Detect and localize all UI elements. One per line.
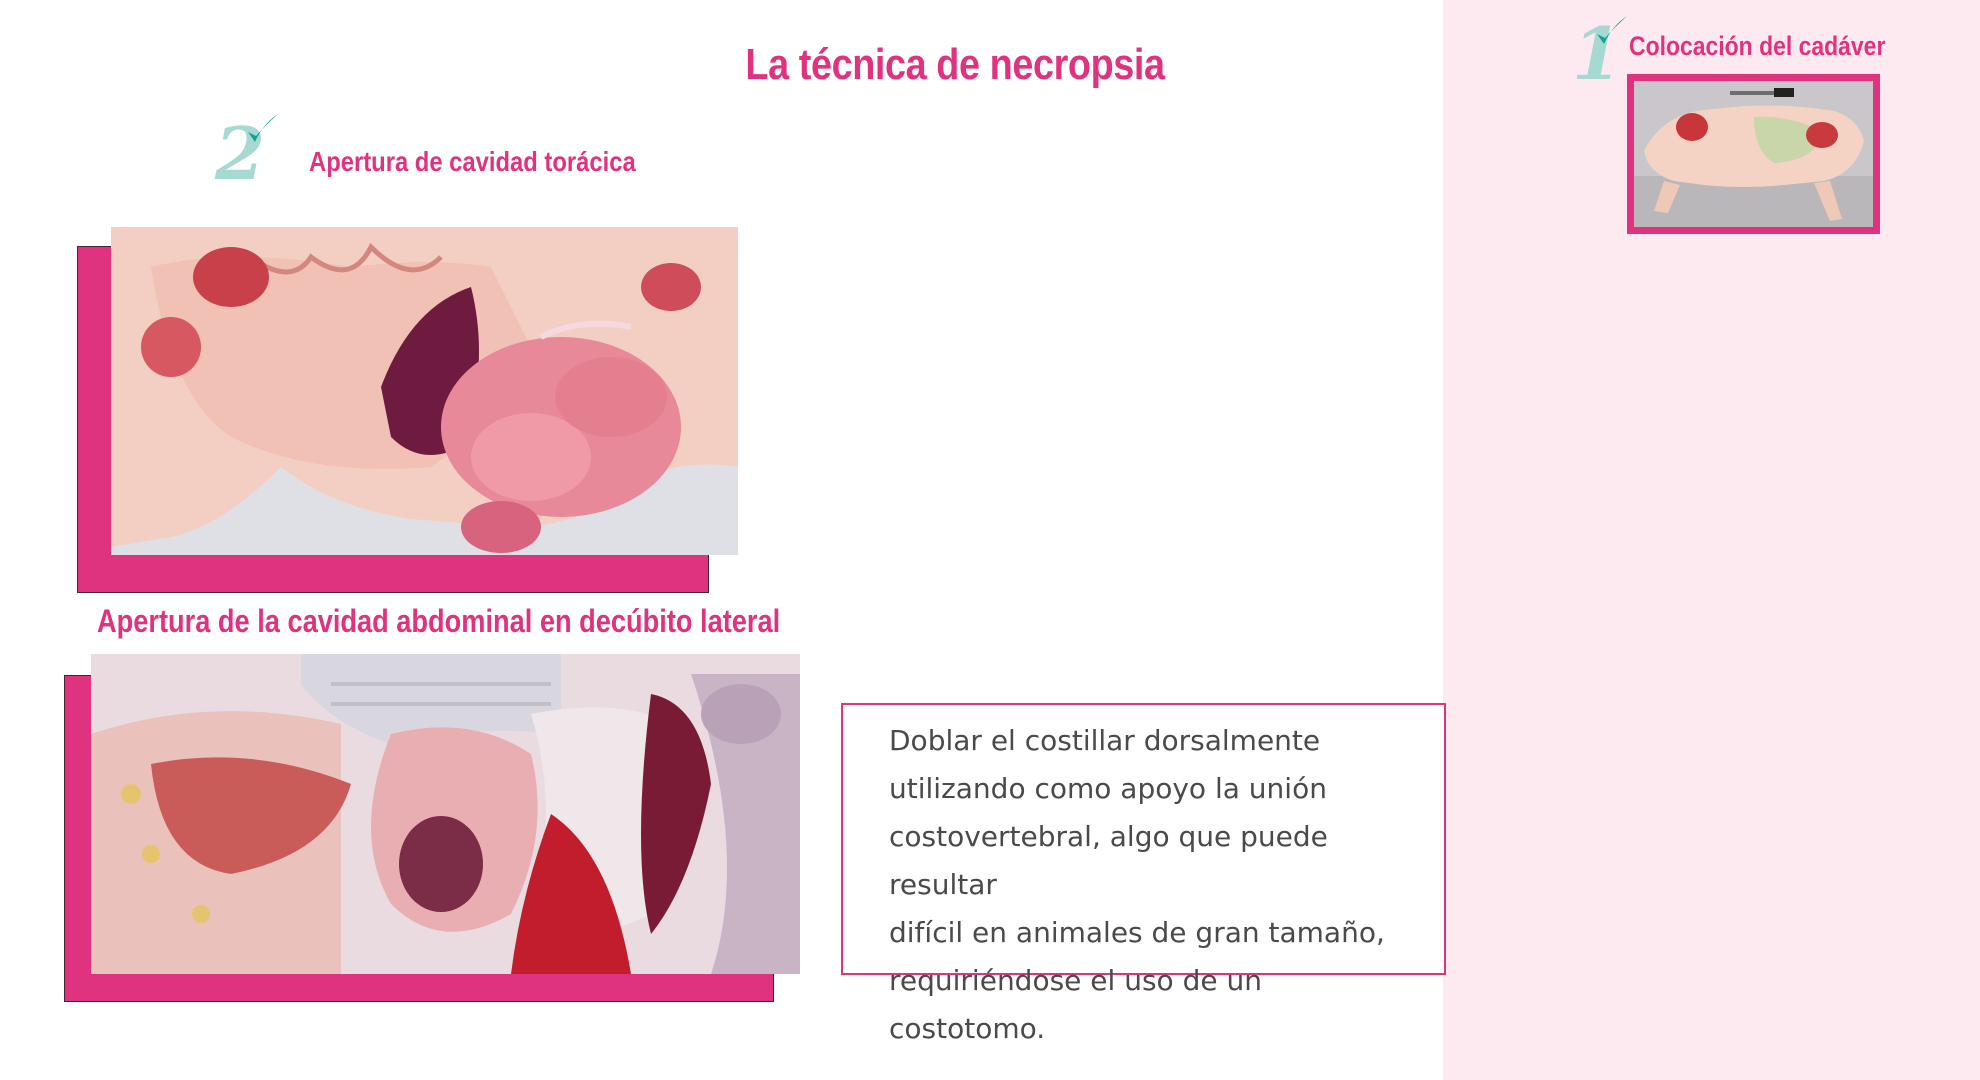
check-icon	[245, 112, 281, 148]
step-one-label: Colocación del cadáver	[1629, 31, 1886, 61]
step-two-label: Apertura de cavidad torácica	[309, 146, 636, 177]
description-line: difícil en animales de gran tamaño,	[889, 916, 1385, 949]
carcass-thumbnail-frame	[1627, 74, 1880, 234]
abdominal-cavity-photo	[91, 654, 800, 974]
page-title: La técnica de necropsia	[745, 40, 1165, 89]
thoracic-cavity-photo	[111, 227, 738, 555]
description-line: costovertebral, algo que puede resultar	[889, 820, 1328, 901]
step-two-number: 2	[215, 111, 266, 196]
abdominal-section-label: Apertura de la cavidad abdominal en decúbito lateral	[97, 603, 781, 639]
description-box	[841, 703, 1446, 1045]
carcass-thumbnail-image	[1634, 81, 1873, 227]
check-icon	[1594, 14, 1630, 50]
step-one-number: 1	[1572, 11, 1623, 96]
description-line: Doblar el costillar dorsalmente	[889, 724, 1321, 757]
description-line: requiriéndose el uso de un costotomo.	[889, 964, 1262, 1045]
description-line: utilizando como apoyo la unión	[889, 772, 1327, 805]
